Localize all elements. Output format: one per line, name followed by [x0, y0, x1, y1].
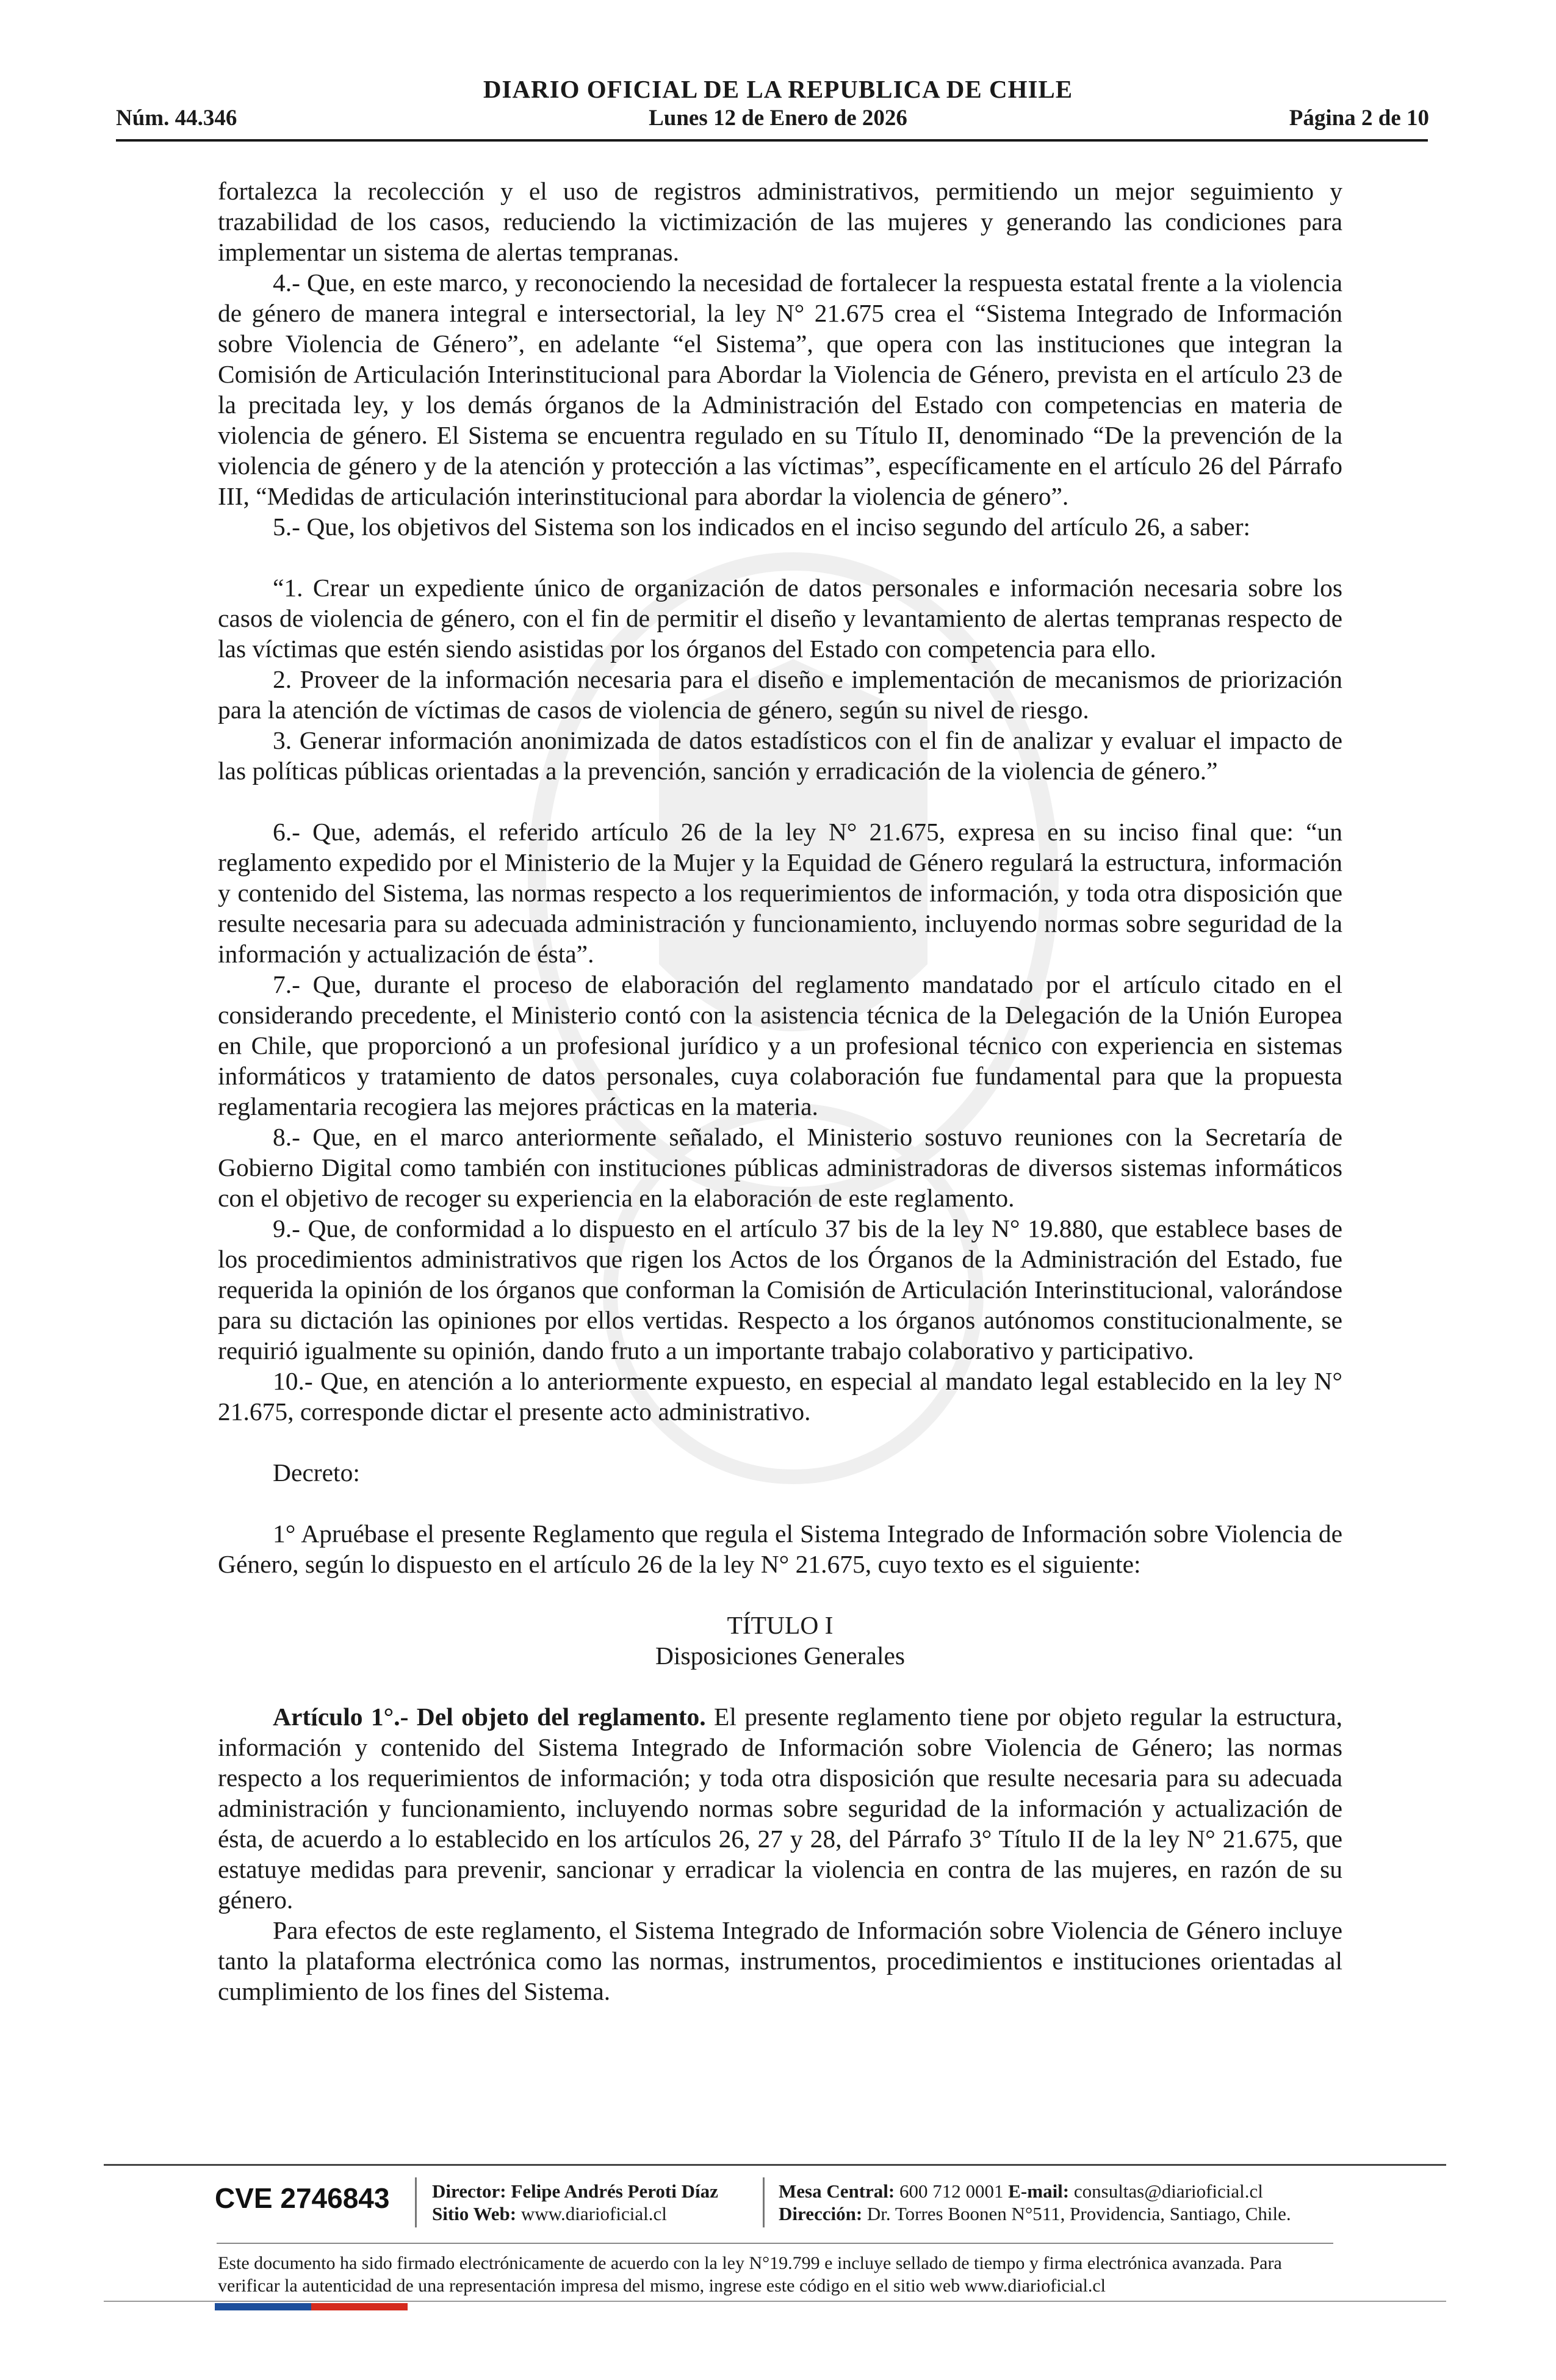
- paragraph: Para efectos de este reglamento, el Sistema Integrado de Información sobre Violencia de Género incluye tanto la plataforma electrónica como las normas, instrumentos, procedimientos e instituciones orientadas al cumplimiento de los fines del Sistema.: [218, 1916, 1342, 2005]
- article-heading: Artículo 1°.- Del objeto del reglamento.: [273, 1703, 706, 1731]
- website-label: Sitio Web:: [432, 2203, 517, 2224]
- footer-divider: [104, 2164, 1446, 2166]
- article-text: El presente reglamento tiene por objeto regular la estructura, información y contenido del Sistema Integrado de Información sobre Violencia de Género; las normas respecto a los requerimientos de información; y toda otra disposición que resulte necesaria para su adecuada administración y funcionamiento, incluyendo normas sobre seguridad de la información y actualización de ésta, de acuerdo a lo establecido en los artículos 26, 27 y 28, del Párrafo 3° Título II de la ley N° 21.675, que estatuye medidas para prevenir, sancionar y erradicar la violencia en contra de las mujeres, en razón de su género.: [218, 1703, 1342, 1914]
- footer-divider: [104, 2301, 1446, 2302]
- paragraph: 7.- Que, durante el proceso de elaboración del reglamento mandatado por el artículo citado en el considerando precedente, el Ministerio contó con la asistencia técnica de la Delegación de la Unión Europea en Chile, que proporcionó a un profesional jurídico y a un profesional técnico con experiencia en sistemas informáticos y tratamiento de datos personales, cuya colaboración fue fundamental para que la propuesta reglamentaria recogiera las mejores prácticas en la materia.: [218, 970, 1342, 1120]
- cve-code: CVE 2746843: [215, 2182, 390, 2214]
- address-label: Dirección:: [779, 2203, 863, 2224]
- flag-stripe-blue: [215, 2303, 311, 2310]
- director-name: Felipe Andrés Peroti Díaz: [506, 2180, 718, 2202]
- paragraph: 8.- Que, en el marco anteriormente señalado, el Ministerio sostuvo reuniones con la Secretaría de Gobierno Digital como también con instituciones públicas administradoras de diversos sistemas informáticos con el objetivo de recoger su experiencia en la elaboración de este reglamento.: [218, 1123, 1342, 1212]
- footer-contact-block: [779, 2180, 1291, 2225]
- paragraph: 4.- Que, en este marco, y reconociendo la necesidad de fortalecer la respuesta estatal frente a la violencia de género de manera integral e intersectorial, la ley N° 21.675 crea el “Sistema Integrado de Información sobre Violencia de Género”, en adelante “el Sistema”, que opera con las instituciones que integran la Comisión de Articulación Interinstitucional para Abordar la Violencia de Género, prevista en el artículo 23 de la precitada ley, y los demás órganos de la Administración del Estado con competencias en materia de violencia de género. El Sistema se encuentra regulado en su Título II, denominado “De la prevención de la violencia de género y de la atención y protección a las víctimas”, específicamente en el artículo 26 del Párrafo III, “Medidas de articulación interinstitucional para abordar la violencia de género”.: [218, 269, 1342, 510]
- paragraph: 6.- Que, además, el referido artículo 26 de la ley N° 21.675, expresa en su inciso final que: “un reglamento expedido por el Ministerio de la Mujer y la Equidad de Género regulará la estructura, información y contenido del Sistema, las normas respecto a los requerimientos de información, y toda otra disposición que resulte necesaria para su adecuada administración y funcionamiento, incluyendo normas sobre seguridad de la información y actualización de ésta”.: [218, 818, 1342, 968]
- issue-number: Núm. 44.346: [116, 106, 237, 131]
- email-link[interactable]: consultas@diarioficial.cl: [1069, 2180, 1263, 2202]
- footer-separator: [763, 2177, 765, 2227]
- title-heading: TÍTULO I: [727, 1611, 834, 1639]
- newspaper-title: DIARIO OFICIAL DE LA REPUBLICA DE CHILE: [483, 75, 1073, 103]
- article-1: [218, 1701, 1342, 1915]
- header-divider: [116, 139, 1428, 142]
- footer-divider: [217, 2243, 1333, 2244]
- issue-date: Lunes 12 de Enero de 2026: [649, 106, 907, 131]
- title-subheading: Disposiciones Generales: [655, 1642, 906, 1670]
- signature-note: Este documento ha sido firmado electrónicamente de acuerdo con la ley N°19.799 e incluye sellado de tiempo y firma electrónica avanzada. Para verificar la autenticidad de una representación impresa del mismo, ingrese este código en el sitio web www.diarioficial.cl: [218, 2253, 1282, 2296]
- quoted-objective: 2. Proveer de la información necesaria para el diseño e implementación de mecanismos de priorización para la atención de víctimas de casos de violencia de género, según su nivel de riesgo.: [218, 665, 1342, 724]
- quoted-objective: “1. Crear un expediente único de organización de datos personales e información necesaria sobre los casos de violencia de género, con el fin de permitir el diseño y levantamiento de alertas tempranas respecto de las víctimas que estén siendo asistidas por los órganos del Estado con competencia para ello.: [218, 574, 1342, 663]
- paragraph: 1° Apruébase el presente Reglamento que regula el Sistema Integrado de Información sobre Violencia de Género, según lo dispuesto en el artículo 26 de la ley N° 21.675, cuyo texto es el siguiente:: [218, 1520, 1342, 1578]
- quoted-objective: 3. Generar información anonimizada de datos estadísticos con el fin de analizar y evaluar el impacto de las políticas públicas orientadas a la prevención, sanción y erradicación de la violencia de género.”: [218, 726, 1342, 785]
- paragraph: 5.- Que, los objetivos del Sistema son los indicados en el inciso segundo del artículo 26, a saber:: [273, 513, 1251, 541]
- flag-stripe-red: [311, 2303, 408, 2310]
- document-body: [218, 176, 1342, 2007]
- footer-director-block: [432, 2180, 718, 2225]
- decree-heading: Decreto:: [273, 1459, 360, 1487]
- director-label: Director:: [432, 2180, 506, 2202]
- paragraph: fortalezca la recolección y el uso de registros administrativos, permitiendo un mejor seguimiento y trazabilidad de los casos, reduciendo la victimización de las mujeres y generando las condiciones para implementar un sistema de alertas tempranas.: [218, 177, 1342, 266]
- address-value: Dr. Torres Boonen N°511, Providencia, Santiago, Chile.: [862, 2203, 1291, 2224]
- footer-separator: [415, 2177, 417, 2227]
- page-number: Página 2 de 10: [1289, 106, 1429, 131]
- email-label: E-mail:: [1008, 2180, 1070, 2202]
- phone-label: Mesa Central:: [779, 2180, 895, 2202]
- phone-number: 600 712 0001: [895, 2180, 1009, 2202]
- paragraph: 9.- Que, de conformidad a lo dispuesto en el artículo 37 bis de la ley N° 19.880, que establece bases de los procedimientos administrativos que rigen los Actos de los Órganos de la Administración del Estado, fue requerida la opinión de los órganos que conforman la Comisión de Articulación Interinstitucional, valorándose para su dictación las opiniones por ellos vertidas. Respecto a los órganos autónomos constitucionalmente, se requirió igualmente su opinión, dando fruto a un importante trabajo colaborativo y participativo.: [218, 1214, 1342, 1365]
- paragraph: 10.- Que, en atención a lo anteriormente expuesto, en especial al mandato legal establecido en la ley N° 21.675, corresponde dictar el presente acto administrativo.: [218, 1367, 1342, 1426]
- website-link[interactable]: www.diarioficial.cl: [516, 2203, 667, 2224]
